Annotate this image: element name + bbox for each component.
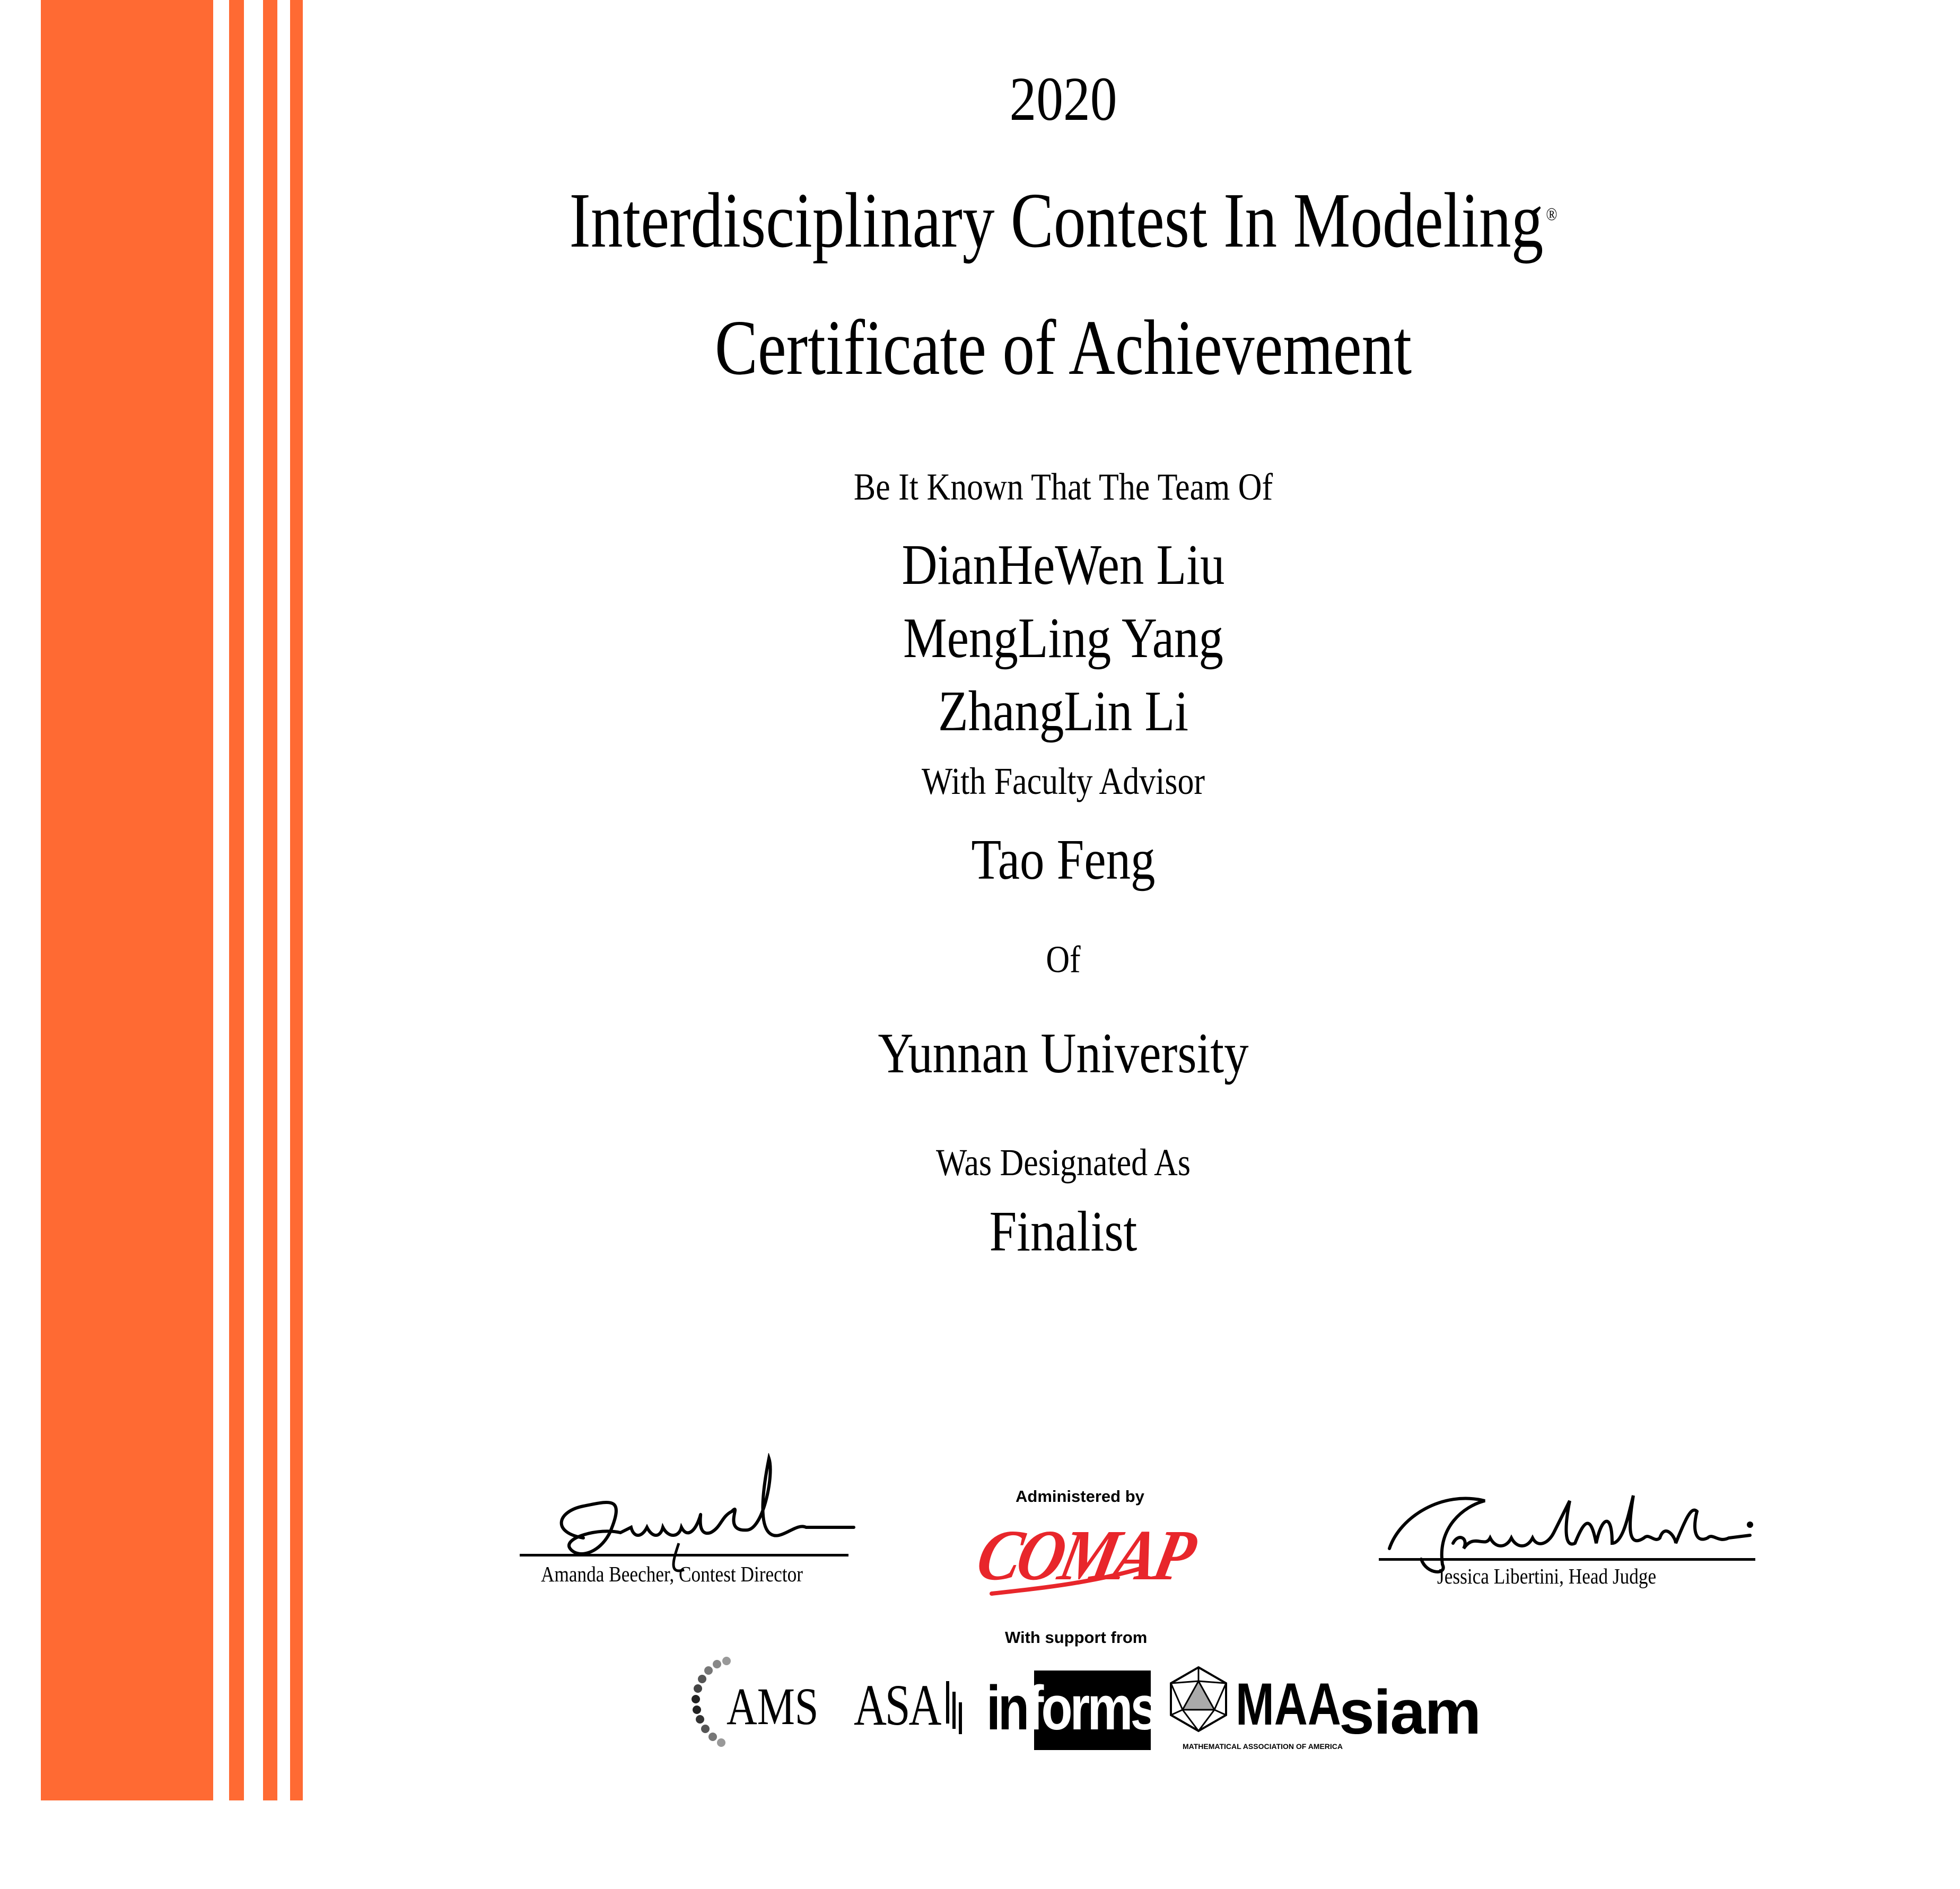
registered-mark: ®	[1546, 204, 1558, 224]
certificate-title: Certificate of Achievement	[714, 304, 1412, 391]
informs-logo	[986, 1671, 1157, 1755]
designation-label: Was Designated As	[936, 1141, 1191, 1184]
decorative-stripe	[263, 0, 277, 1800]
team-member-name: DianHeWen Liu	[902, 534, 1225, 597]
signature-caption-judge: Jessica Libertini, Head Judge	[1437, 1564, 1657, 1588]
signature-caption-director: Amanda Beecher, Contest Director	[541, 1562, 803, 1586]
maa-icosahedron-icon	[1167, 1665, 1230, 1734]
designation: Finalist	[989, 1200, 1138, 1263]
asa-bars-icon	[944, 1676, 965, 1734]
comap-logo-text: COMAP	[970, 1516, 1199, 1595]
of-label: Of	[1046, 938, 1081, 981]
signature-line	[1379, 1558, 1755, 1561]
informs-logo-text: informs	[986, 1673, 1157, 1743]
decorative-stripe-main	[41, 0, 213, 1800]
signature-line	[520, 1554, 848, 1556]
institution-name: Yunnan University	[878, 1022, 1249, 1085]
administered-by-label: Administered by	[1016, 1487, 1144, 1506]
ams-logo	[689, 1655, 838, 1750]
advisor-name: Tao Feng	[971, 828, 1156, 891]
maa-logo-text: MAA	[1236, 1671, 1341, 1737]
decorative-stripe	[229, 0, 244, 1800]
siam-logo-text: siam	[1339, 1677, 1481, 1747]
team-intro: Be It Known That The Team Of	[853, 466, 1273, 508]
asa-logo	[854, 1673, 970, 1750]
ams-logo-text: AMS	[727, 1677, 819, 1736]
with-support-label: With support from	[1005, 1628, 1148, 1647]
team-member-name: MengLing Yang	[903, 607, 1223, 670]
siam-logo	[1339, 1677, 1509, 1750]
team-member-name: ZhangLin Li	[938, 680, 1189, 743]
maa-logo-subtext: MATHEMATICAL ASSOCIATION OF AMERICA	[1183, 1742, 1343, 1751]
asa-logo-text: ASA	[854, 1673, 940, 1737]
contest-name-line	[487, 177, 1640, 264]
ams-dots-icon	[689, 1655, 732, 1750]
signature-block-judge	[1379, 1485, 1761, 1612]
advisor-label: With Faculty Advisor	[921, 760, 1205, 802]
contest-name: Interdisciplinary Contest In Modeling	[569, 177, 1544, 264]
certificate-year: 2020	[1009, 64, 1117, 134]
maa-logo	[1167, 1665, 1342, 1761]
signature-block-director	[520, 1453, 859, 1612]
comap-swoosh-icon	[986, 1514, 1156, 1599]
signature-director-image	[520, 1453, 859, 1580]
comap-logo	[970, 1514, 1199, 1599]
decorative-stripe	[290, 0, 303, 1800]
sponsor-logos	[689, 1655, 1517, 1761]
